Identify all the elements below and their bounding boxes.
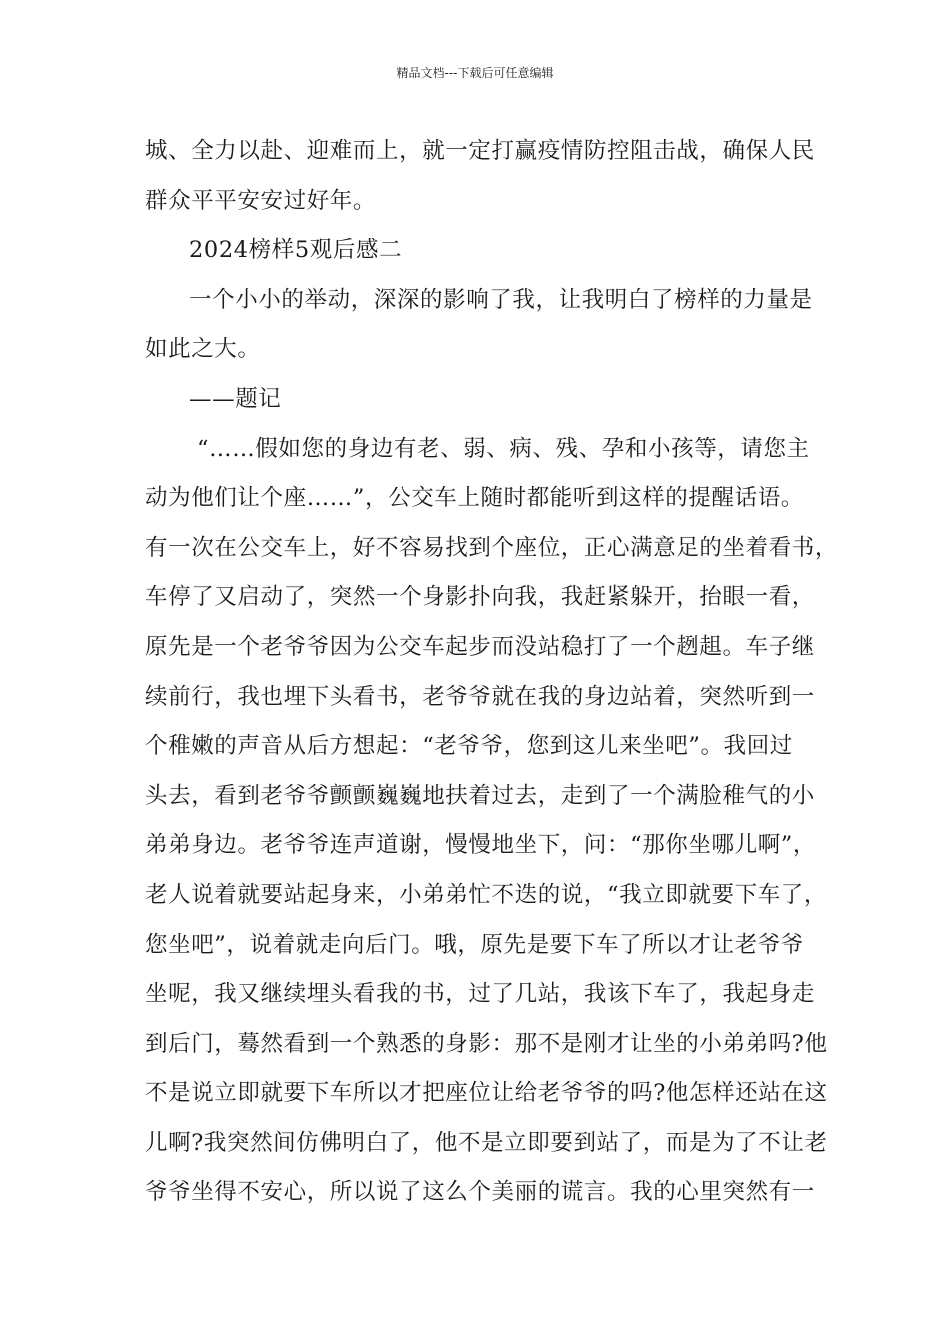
text-line: 头去，看到老爷爷颤颤巍巍地扶着过去，走到了一个满脸稚气的小: [145, 782, 815, 809]
text-line: 群众平平安安过好年。: [145, 187, 377, 214]
text-line: 爷爷坐得不安心，所以说了这么个美丽的谎言。我的心里突然有一: [145, 1179, 815, 1206]
text-line: 不是说立即就要下车所以才把座位让给老爷爷的吗?他怎样还站在这: [145, 1080, 828, 1107]
text-line: 车停了又启动了，突然一个身影扑向我，我赶紧躲开，抬眼一看，: [145, 584, 815, 611]
text-line: 儿啊?我突然间仿佛明白了，他不是立即要到站了，而是为了不让老: [145, 1129, 828, 1156]
text-line: 如此之大。: [145, 336, 261, 363]
text-line: 城、全力以赴、迎难而上，就一定打赢疫情防控阻击战，确保人民: [145, 138, 815, 164]
text-line: 续前行，我也埋下头看书，老爷爷就在我的身边站着，突然听到一: [145, 683, 815, 710]
text-line: 坐呢，我又继续埋头看我的书，过了几站，我该下车了，我起身走: [145, 981, 815, 1008]
text-line: 老人说着就要站起身来，小弟弟忙不迭的说，“我立即就要下车了，: [145, 881, 828, 908]
text-line: 到后门，蓦然看到一个熟悉的身影：那不是刚才让坐的小弟弟吗?他: [145, 1030, 828, 1057]
text-line: 有一次在公交车上，好不容易找到个座位，正心满意足的坐着看书，: [145, 534, 839, 561]
document-body: [145, 127, 839, 1218]
text-line: “……假如您的身边有老、弱、病、残、孕和小孩等，请您主: [197, 435, 810, 462]
epigraph-attribution: ——题记: [189, 385, 282, 412]
page-header: 精品文档---下载后可任意编辑: [396, 66, 554, 80]
section-heading: 2024榜样5观后感二: [189, 237, 403, 264]
text-line: 弟弟身边。老爷爷连声道谢，慢慢地坐下，问：“那你坐哪儿啊”，: [145, 832, 817, 859]
text-line: 个稚嫩的声音从后方想起：“老爷爷，您到这儿来坐吧”。我回过: [145, 733, 793, 760]
text-line: 您坐吧”，说着就走向后门。哦，原先是要下车了所以才让老爷爷: [145, 931, 804, 958]
text-line: 动为他们让个座……”，公交车上随时都能听到这样的提醒话语。: [145, 485, 804, 512]
text-line: 原先是一个老爷爷因为公交车起步而没站稳打了一个趔趄。车子继: [145, 633, 815, 660]
text-line: 一个小小的举动，深深的影响了我，让我明白了榜样的力量是: [189, 286, 813, 313]
